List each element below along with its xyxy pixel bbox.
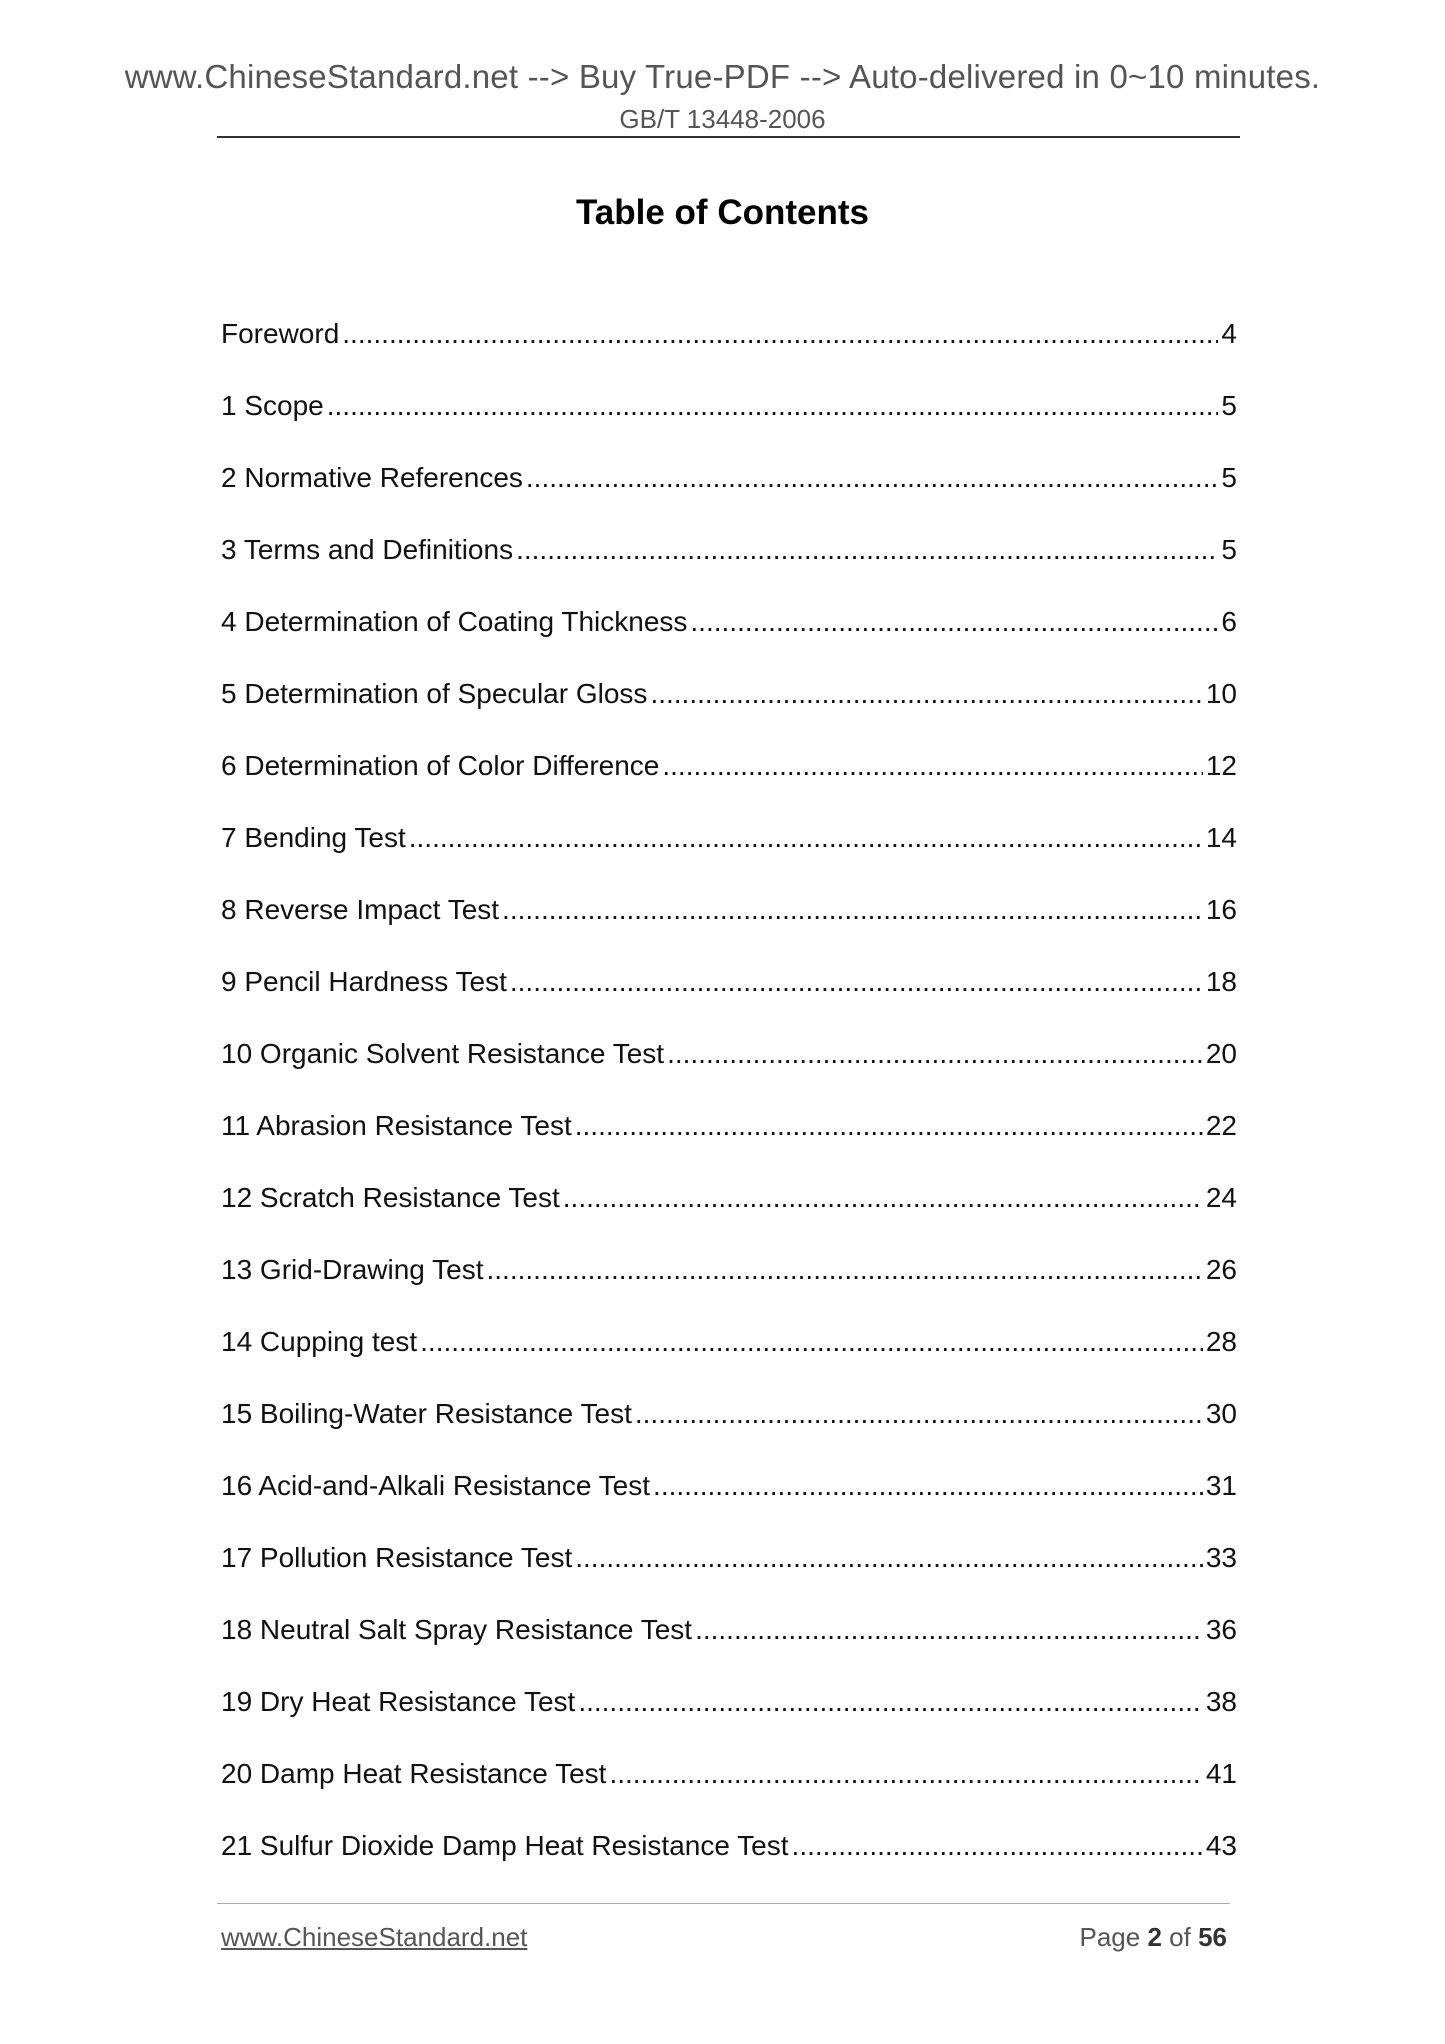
toc-entry-page: 18	[1205, 966, 1237, 997]
toc-leader-dots	[526, 453, 1219, 503]
toc-entry-page: 38	[1205, 1686, 1237, 1717]
toc-leader-dots	[653, 1461, 1203, 1511]
footer-site-link[interactable]: www.ChineseStandard.net	[221, 1922, 528, 1952]
toc-leader-dots	[510, 957, 1203, 1007]
toc-entry-page: 22	[1205, 1110, 1237, 1141]
toc-entry-label: 21 Sulfur Dioxide Damp Heat Resistance Test	[221, 1830, 789, 1861]
toc-leader-dots	[609, 1749, 1202, 1799]
toc-leader-dots	[662, 741, 1202, 791]
toc-entry-18[interactable]	[221, 1605, 1237, 1677]
toc-entry-page: 14	[1205, 822, 1237, 853]
toc-entry-label: 13 Grid-Drawing Test	[221, 1254, 484, 1285]
toc-entry-3[interactable]	[221, 525, 1237, 597]
toc-entry-page: 28	[1205, 1326, 1237, 1357]
toc-entry-label: 15 Boiling-Water Resistance Test	[221, 1398, 632, 1429]
toc-entry-label: 11 Abrasion Resistance Test	[221, 1110, 572, 1141]
footer-divider	[217, 1903, 1230, 1904]
toc-entry-page: 24	[1205, 1182, 1237, 1213]
toc-list	[221, 309, 1237, 1893]
header-divider	[217, 136, 1240, 138]
toc-entry-page: 10	[1205, 678, 1237, 709]
toc-leader-dots	[420, 1317, 1203, 1367]
toc-leader-dots	[792, 1821, 1203, 1871]
toc-entry-label: 16 Acid-and-Alkali Resistance Test	[221, 1470, 651, 1501]
toc-entry-page: 30	[1205, 1398, 1237, 1429]
toc-entry-13[interactable]	[221, 1245, 1237, 1317]
toc-entry-page: 5	[1221, 462, 1237, 493]
toc-entry-label: 1 Scope	[221, 390, 324, 421]
total-pages-number: 56	[1198, 1922, 1227, 1952]
page-indicator	[1079, 1922, 1227, 1953]
toc-entry-20[interactable]	[221, 1749, 1237, 1821]
toc-entry-label: 8 Reverse Impact Test	[221, 894, 500, 925]
toc-entry-14[interactable]	[221, 1317, 1237, 1389]
toc-entry-label: 7 Bending Test	[221, 822, 406, 853]
toc-entry-label: 3 Terms and Definitions	[221, 534, 514, 565]
header-banner: www.ChineseStandard.net --> Buy True-PDF --> Auto-delivered in 0~10 minutes.	[124, 58, 1321, 95]
toc-leader-dots	[342, 309, 1218, 359]
toc-leader-dots	[575, 1533, 1203, 1583]
toc-entry-page: 33	[1205, 1542, 1237, 1573]
toc-entry-page: 12	[1205, 750, 1237, 781]
toc-entry-10[interactable]	[221, 1029, 1237, 1101]
toc-entry-label: 5 Determination of Specular Gloss	[221, 678, 648, 709]
toc-entry-page: 20	[1205, 1038, 1237, 1069]
current-page-number: 2	[1147, 1922, 1162, 1952]
toc-leader-dots	[502, 885, 1203, 935]
toc-entry-page: 4	[1221, 318, 1237, 349]
toc-entry-page: 26	[1205, 1254, 1237, 1285]
toc-entry-15[interactable]	[221, 1389, 1237, 1461]
toc-leader-dots	[690, 597, 1218, 647]
toc-entry-foreword[interactable]	[221, 309, 1237, 381]
page-separator: of	[1169, 1922, 1191, 1952]
toc-entry-label: Foreword	[221, 318, 340, 349]
toc-entry-8[interactable]	[221, 885, 1237, 957]
toc-entry-4[interactable]	[221, 597, 1237, 669]
toc-entry-label: 17 Pollution Resistance Test	[221, 1542, 573, 1573]
toc-leader-dots	[563, 1173, 1203, 1223]
toc-entry-label: 18 Neutral Salt Spray Resistance Test	[221, 1614, 693, 1645]
toc-entry-page: 5	[1221, 390, 1237, 421]
toc-entry-page: 16	[1205, 894, 1237, 925]
toc-leader-dots	[667, 1029, 1203, 1079]
toc-leader-dots	[516, 525, 1218, 575]
page-prefix: Page	[1079, 1922, 1141, 1952]
toc-entry-12[interactable]	[221, 1173, 1237, 1245]
toc-leader-dots	[650, 669, 1202, 719]
toc-leader-dots	[635, 1389, 1203, 1439]
toc-entry-19[interactable]	[221, 1677, 1237, 1749]
toc-entry-5[interactable]	[221, 669, 1237, 741]
toc-entry-label: 4 Determination of Coating Thickness	[221, 606, 688, 637]
toc-leader-dots	[575, 1101, 1203, 1151]
toc-leader-dots	[578, 1677, 1203, 1727]
toc-leader-dots	[486, 1245, 1202, 1295]
toc-entry-label: 12 Scratch Resistance Test	[221, 1182, 560, 1213]
toc-entry-label: 2 Normative References	[221, 462, 523, 493]
toc-entry-6[interactable]	[221, 741, 1237, 813]
toc-entry-label: 19 Dry Heat Resistance Test	[221, 1686, 576, 1717]
toc-entry-label: 10 Organic Solvent Resistance Test	[221, 1038, 665, 1069]
toc-entry-11[interactable]	[221, 1101, 1237, 1173]
toc-entry-1[interactable]	[221, 381, 1237, 453]
toc-entry-label: 14 Cupping test	[221, 1326, 418, 1357]
toc-entry-label: 9 Pencil Hardness Test	[221, 966, 507, 997]
toc-entry-7[interactable]	[221, 813, 1237, 885]
toc-entry-page: 43	[1205, 1830, 1237, 1861]
toc-entry-9[interactable]	[221, 957, 1237, 1029]
toc-entry-21[interactable]	[221, 1821, 1237, 1893]
page-title: Table of Contents	[576, 193, 869, 232]
toc-leader-dots	[695, 1605, 1203, 1655]
toc-entry-page: 5	[1221, 534, 1237, 565]
standard-code: GB/T 13448-2006	[619, 104, 826, 134]
toc-leader-dots	[327, 381, 1219, 431]
toc-entry-page: 41	[1205, 1758, 1237, 1789]
toc-entry-2[interactable]	[221, 453, 1237, 525]
toc-entry-page: 36	[1205, 1614, 1237, 1645]
toc-entry-page: 6	[1221, 606, 1237, 637]
toc-entry-16[interactable]	[221, 1461, 1237, 1533]
toc-leader-dots	[409, 813, 1203, 863]
toc-entry-label: 20 Damp Heat Resistance Test	[221, 1758, 607, 1789]
toc-entry-label: 6 Determination of Color Difference	[221, 750, 660, 781]
toc-entry-page: 31	[1205, 1470, 1237, 1501]
toc-entry-17[interactable]	[221, 1533, 1237, 1605]
